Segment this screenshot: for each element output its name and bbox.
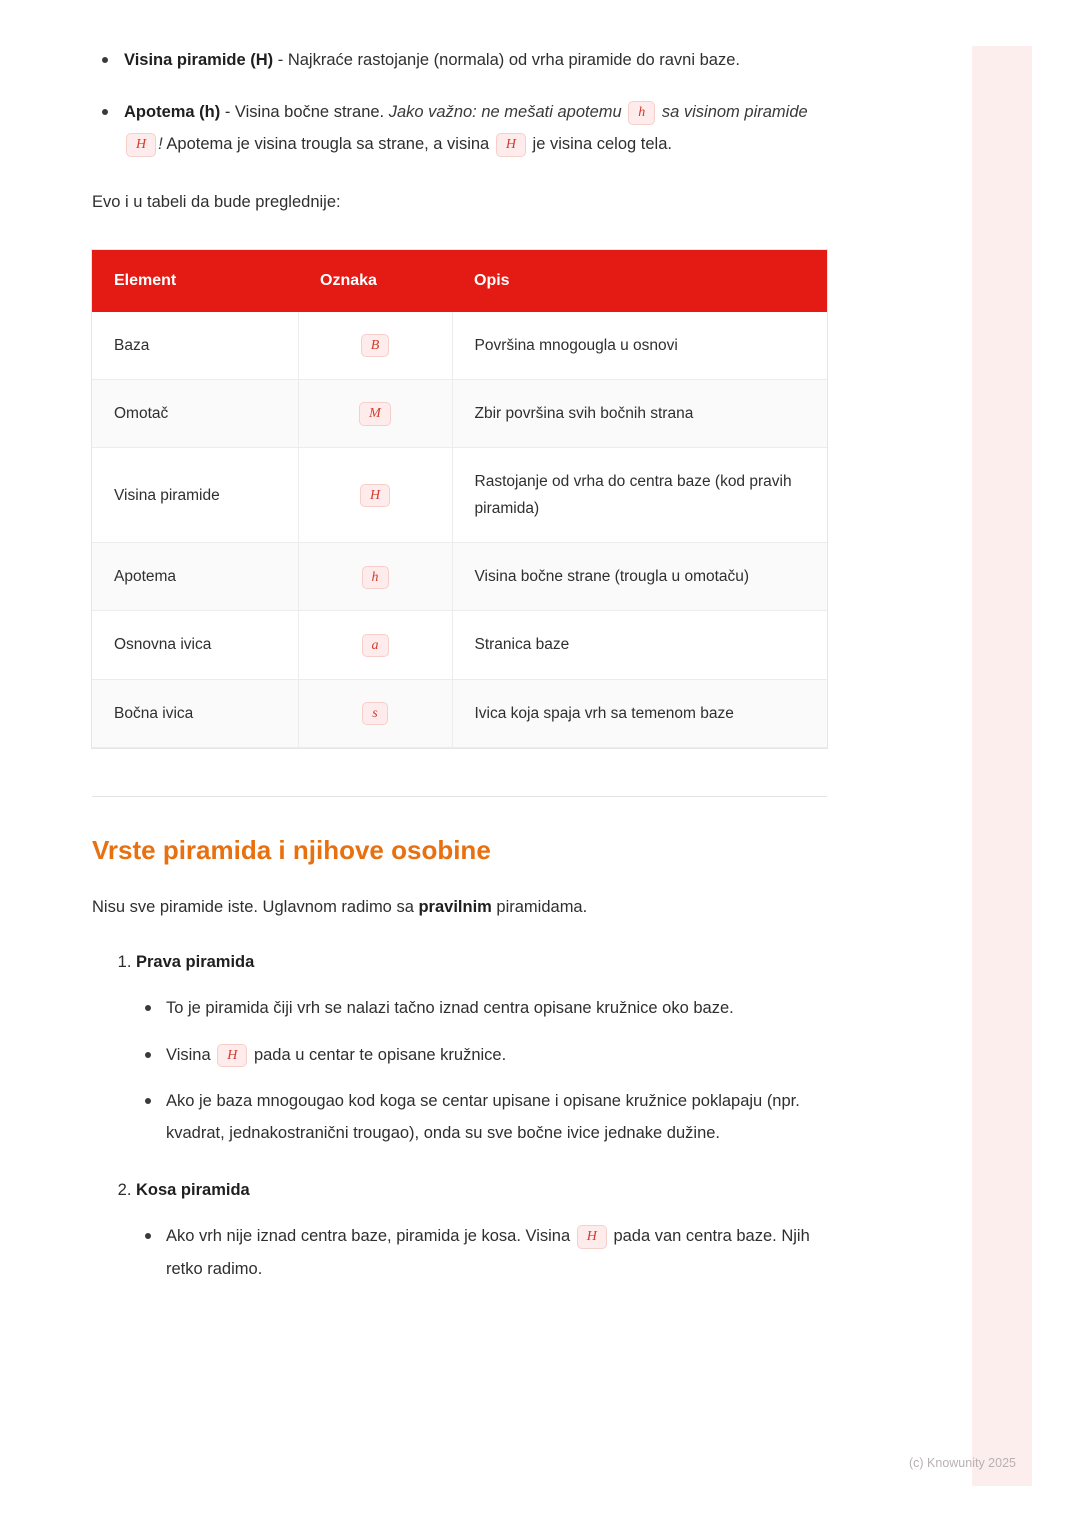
list-item-prava-piramida <box>136 947 832 1149</box>
type-title-prava: Prava piramida <box>136 953 255 972</box>
table-row <box>92 312 827 380</box>
table-header <box>92 250 827 312</box>
symbol-h-lower: h <box>628 101 655 124</box>
point-text: Ako je baza mnogougao kod koga se centar upisane i opisane kružnice poklapaju (npr. kvadrat, jednakostranični trougao), onda su sve bočne ivice jednake dužine. <box>166 1091 800 1142</box>
table-row <box>92 448 827 543</box>
definition-item-visina <box>92 44 832 76</box>
point-text-b: pada u centar te opisane kružnice. <box>249 1045 507 1064</box>
symbol-h-upper-3: H <box>217 1044 247 1067</box>
cell-element: Bočna ivica <box>92 679 298 747</box>
cell-oznaka <box>298 679 452 747</box>
elements-table <box>92 250 827 748</box>
point-text-a: Visina <box>166 1045 216 1064</box>
cell-element: Apotema <box>92 543 298 611</box>
table-header-row <box>92 250 827 312</box>
point-text-b: pada van centra baze. Njih retko radimo. <box>166 1227 810 1278</box>
cell-element: Osnovna ivica <box>92 611 298 679</box>
symbol-badge: M <box>359 402 391 425</box>
table-header-element: Element <box>92 250 298 312</box>
table-header-opis: Opis <box>452 250 827 312</box>
cell-oznaka <box>298 543 452 611</box>
definition-text-apotema-b: Apotema je visina trougla sa strane, a visina <box>162 135 494 154</box>
type-title-kosa: Kosa piramida <box>136 1181 250 1200</box>
symbol-badge: a <box>362 634 389 657</box>
cell-oznaka <box>298 312 452 380</box>
section-intro-b: piramidama. <box>491 897 588 916</box>
cell-opis: Zbir površina svih bočnih strana <box>452 379 827 447</box>
cell-oznaka <box>298 611 452 679</box>
section-intro-bold: pravilnim <box>418 897 492 916</box>
cell-element: Visina piramide <box>92 448 298 543</box>
note-italic-a: Jako važno: ne mešati apotemu <box>388 103 627 122</box>
symbol-badge: h <box>362 566 389 589</box>
dash-1: - <box>220 103 235 122</box>
decorative-side-strip <box>972 46 1032 1486</box>
list-item-kosa-piramida <box>136 1175 832 1285</box>
dash-0: - <box>273 51 288 69</box>
table-row <box>92 379 827 447</box>
list-item <box>136 992 832 1024</box>
table-row <box>92 543 827 611</box>
symbol-badge: s <box>362 702 387 725</box>
section-intro-paragraph <box>92 892 832 923</box>
section-intro-a: Nisu sve piramide iste. Uglavnom radimo sa <box>92 897 419 916</box>
cell-oznaka <box>298 448 452 543</box>
cell-opis: Stranica baze <box>452 611 827 679</box>
note-italic-b: sa visinom piramide <box>657 103 808 122</box>
symbol-h-upper: H <box>126 133 156 156</box>
symbol-badge: H <box>360 484 390 507</box>
table-row <box>92 679 827 747</box>
definition-text-visina: Najkraće rastojanje (normala) od vrha piramide do ravni baze. <box>287 51 740 69</box>
table-header-oznaka: Oznaka <box>298 250 452 312</box>
point-text: To je piramida čiji vrh se nalazi tačno iznad centra opisane kružnice oko baze. <box>166 999 734 1018</box>
definition-list <box>92 44 832 161</box>
symbol-h-upper-2: H <box>496 133 526 156</box>
section-divider <box>92 796 827 797</box>
symbol-badge: B <box>361 334 390 357</box>
symbol-h-upper-4: H <box>577 1225 607 1248</box>
cell-element: Omotač <box>92 379 298 447</box>
table-body <box>92 312 827 747</box>
list-item <box>136 1039 832 1071</box>
definition-text-apotema-a: Visina bočne strane. <box>234 103 389 122</box>
copyright-notice: (c) Knowunity 2025 <box>908 1456 1016 1470</box>
cell-opis: Ivica koja spaja vrh sa temenom baze <box>452 679 827 747</box>
definition-text-apotema-c: je visina celog tela. <box>527 135 672 154</box>
list-item <box>136 1220 832 1284</box>
cell-opis: Površina mnogougla u osnovi <box>452 312 827 380</box>
table-row <box>92 611 827 679</box>
point-text-a: Ako vrh nije iznad centra baze, piramida je kosa. Visina <box>166 1227 575 1246</box>
definition-item-apotema <box>92 96 832 160</box>
pyramid-types-list <box>92 947 832 1285</box>
table-intro-paragraph: Evo i u tabeli da bude preglednije: <box>92 192 341 211</box>
prava-piramida-points <box>136 992 832 1149</box>
cell-opis: Rastojanje od vrha do centra baze (kod pravih piramida) <box>452 448 827 543</box>
list-item <box>136 1085 832 1149</box>
term-apotema: Apotema (h) <box>124 103 221 122</box>
cell-element: Baza <box>92 312 298 380</box>
section-heading: Vrste piramida i njihove osobine <box>92 834 491 865</box>
term-visina-piramide: Visina piramide (H) <box>124 51 274 69</box>
kosa-piramida-points <box>136 1220 832 1284</box>
cell-opis: Visina bočne strane (trougla u omotaču) <box>452 543 827 611</box>
cell-oznaka <box>298 379 452 447</box>
note-italic-c: ! <box>158 135 163 154</box>
